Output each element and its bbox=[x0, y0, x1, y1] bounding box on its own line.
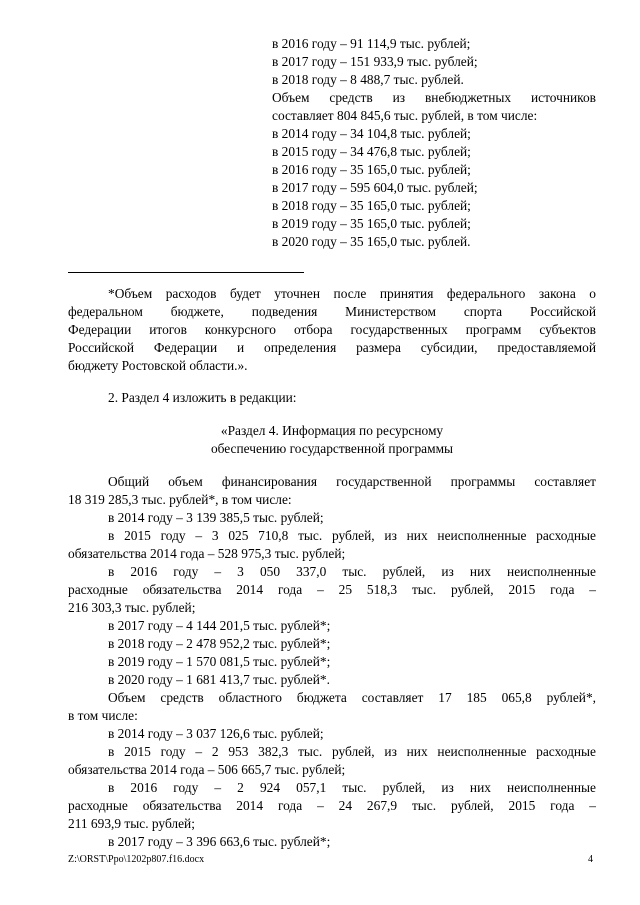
top-line-3: в 2018 году – 8 488,7 тыс. рублей. bbox=[272, 72, 464, 87]
top-line-12: в 2020 году – 35 165,0 тыс. рублей. bbox=[272, 234, 471, 249]
body-line-17: обязательства 2014 года – 506 665,7 тыс. рублей; bbox=[68, 762, 346, 777]
footer-file-path: Z:\ORST\Ppo\1202p807.f16.docx bbox=[68, 854, 205, 865]
footnote-line-4: Российской Федерации и определения размера субсидии, предоставляемой bbox=[68, 340, 596, 355]
body-line-7: расходные обязательства 2014 года – 25 518,3 тыс. рублей, 2015 года – bbox=[68, 582, 596, 597]
top-line-11: в 2019 году – 35 165,0 тыс. рублей; bbox=[272, 216, 471, 231]
top-line-6: в 2014 году – 34 104,8 тыс. рублей; bbox=[272, 126, 471, 141]
body-line-4: в 2015 году – 3 025 710,8 тыс. рублей, из них неисполненные расходные bbox=[108, 528, 596, 543]
body-line-1: Общий объем финансирования государственной программы составляет bbox=[108, 474, 596, 489]
body-line-15: в 2014 году – 3 037 126,6 тыс. рублей; bbox=[108, 726, 324, 741]
body-line-9: в 2017 году – 4 144 201,5 тыс. рублей*; bbox=[108, 618, 331, 633]
body-line-3: в 2014 году – 3 139 385,5 тыс. рублей; bbox=[108, 510, 324, 525]
item-2: 2. Раздел 4 изложить в редакции: bbox=[108, 390, 297, 405]
top-line-4: Объем средств из внебюджетных источников bbox=[272, 90, 596, 105]
body-line-20: 211 693,9 тыс. рублей; bbox=[68, 816, 195, 831]
body-line-19: расходные обязательства 2014 года – 24 267,9 тыс. рублей, 2015 года – bbox=[68, 798, 596, 813]
body-line-6: в 2016 году – 3 050 337,0 тыс. рублей, из них неисполненные bbox=[108, 564, 596, 579]
footnote-line-2: федеральном бюджете, подведения Министерством спорта Российской bbox=[68, 304, 596, 319]
body-line-16: в 2015 году – 2 953 382,3 тыс. рублей, из них неисполненные расходные bbox=[108, 744, 596, 759]
footnote-line-5: бюджету Ростовской области.». bbox=[68, 358, 248, 373]
body-line-21: в 2017 году – 3 396 663,6 тыс. рублей*; bbox=[108, 834, 331, 849]
top-line-10: в 2018 году – 35 165,0 тыс. рублей; bbox=[272, 198, 471, 213]
footnote-line-3: Федерации итогов конкурсного отбора государственных программ субъектов bbox=[68, 322, 596, 337]
top-line-8: в 2016 году – 35 165,0 тыс. рублей; bbox=[272, 162, 471, 177]
top-line-5: составляет 804 845,6 тыс. рублей, в том числе: bbox=[272, 108, 538, 123]
body-line-8: 216 303,3 тыс. рублей; bbox=[68, 600, 196, 615]
body-line-14: в том числе: bbox=[68, 708, 138, 723]
footnote-separator bbox=[68, 272, 304, 273]
top-line-1: в 2016 году – 91 114,9 тыс. рублей; bbox=[272, 36, 471, 51]
footer-page-number: 4 bbox=[588, 854, 593, 865]
section-heading-line-1: «Раздел 4. Информация по ресурсному bbox=[220, 423, 444, 438]
top-line-2: в 2017 году – 151 933,9 тыс. рублей; bbox=[272, 54, 478, 69]
body-line-10: в 2018 году – 2 478 952,2 тыс. рублей*; bbox=[108, 636, 331, 651]
body-line-13: Объем средств областного бюджета составляет 17 185 065,8 рублей*, bbox=[108, 690, 596, 705]
body-line-11: в 2019 году – 1 570 081,5 тыс. рублей*; bbox=[108, 654, 331, 669]
section-heading-line-2: обеспечению государственной программы bbox=[210, 441, 454, 456]
body-line-2: 18 319 285,3 тыс. рублей*, в том числе: bbox=[68, 492, 292, 507]
top-line-9: в 2017 году – 595 604,0 тыс. рублей; bbox=[272, 180, 478, 195]
footnote-line-1: *Объем расходов будет уточнен после принятия федерального закона о bbox=[108, 286, 596, 301]
top-line-7: в 2015 году – 34 476,8 тыс. рублей; bbox=[272, 144, 471, 159]
body-line-12: в 2020 году – 1 681 413,7 тыс. рублей*. bbox=[108, 672, 330, 687]
body-line-18: в 2016 году – 2 924 057,1 тыс. рублей, из них неисполненные bbox=[108, 780, 596, 795]
body-line-5: обязательства 2014 года – 528 975,3 тыс. рублей; bbox=[68, 546, 346, 561]
